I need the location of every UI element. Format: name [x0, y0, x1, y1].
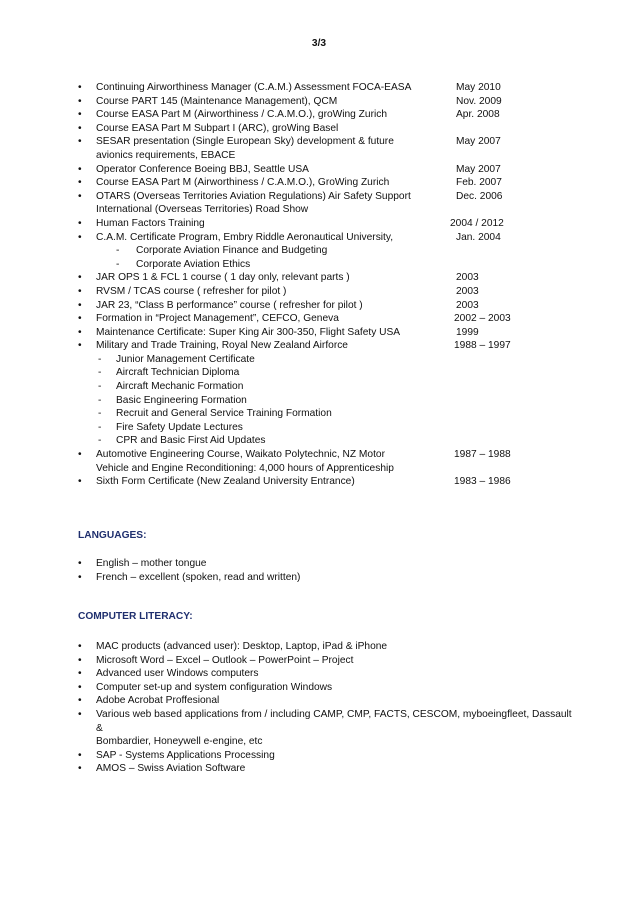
training-item-date: May 2010 — [456, 82, 501, 93]
training-item-text: Sixth Form Certificate (New Zealand University Entrance) — [96, 476, 355, 488]
computer-item — [78, 749, 578, 763]
training-subitem — [98, 353, 578, 367]
training-item-date: Apr. 2008 — [456, 109, 500, 121]
dash-icon: - — [98, 408, 102, 420]
training-item-date: May 2007 — [456, 136, 501, 148]
training-item-text: SESAR presentation (Single European Sky) development & future — [96, 136, 394, 148]
languages-heading: LANGUAGES: — [78, 530, 147, 541]
computer-literacy-list — [78, 640, 578, 776]
bullet-icon: • — [78, 558, 82, 569]
training-item-text: avionics requirements, EBACE — [96, 149, 236, 161]
computer-item-text: Adobe Acrobat Proffesional — [96, 695, 220, 707]
training-item — [78, 285, 578, 299]
dash-icon: - — [98, 381, 102, 393]
language-item-text: French – excellent (spoken, read and written) — [96, 571, 301, 583]
training-item — [78, 271, 578, 285]
training-item-text: International (Overseas Territories) Road Show — [96, 204, 309, 216]
computer-literacy-heading: COMPUTER LITERACY: — [78, 611, 193, 622]
training-subitem-text: CPR and Basic First Aid Updates — [116, 435, 266, 447]
training-item-text: Course EASA Part M (Airworthiness / C.A.M.O.), GroWing Zurich — [96, 177, 390, 189]
training-item — [78, 448, 578, 475]
computer-item-text: Computer set-up and system configuration Windows — [96, 681, 333, 693]
bullet-icon: • — [78, 476, 82, 488]
training-item-date: Dec. 2006 — [456, 190, 503, 202]
training-subitem-text: Corporate Aviation Finance and Budgeting — [136, 245, 328, 257]
bullet-icon: • — [78, 299, 82, 311]
training-subitem-text: Aircraft Mechanic Formation — [116, 381, 244, 393]
training-item — [78, 95, 578, 109]
bullet-icon: • — [78, 641, 82, 652]
training-item — [78, 339, 578, 448]
dash-icon: - — [98, 353, 102, 365]
dash-icon: - — [98, 421, 102, 433]
training-item — [78, 475, 578, 489]
computer-item-text: Bombardier, Honeywell e-engine, etc — [96, 736, 263, 748]
bullet-icon: • — [78, 285, 82, 297]
training-item-text: Military and Trade Training, Royal New Zealand Airforce — [96, 340, 348, 352]
training-item-date: Jan. 2004 — [456, 231, 501, 243]
computer-item-text: AMOS – Swiss Aviation Software — [96, 763, 246, 775]
training-subitem-text: Corporate Aviation Ethics — [136, 258, 251, 270]
computer-item — [78, 762, 578, 776]
training-item-date: May 2007 — [456, 163, 501, 175]
languages-list — [78, 557, 578, 584]
training-item-text: OTARS (Overseas Territories Aviation Regulations) Air Safety Support — [96, 190, 411, 202]
bullet-icon: • — [78, 177, 82, 189]
bullet-icon: • — [78, 763, 82, 775]
training-item-date: 2004 / 2012 — [450, 217, 504, 229]
training-item-date: Nov. 2009 — [456, 95, 502, 107]
bullet-icon: • — [78, 122, 82, 134]
computer-item — [78, 667, 578, 681]
dash-icon: - — [98, 435, 102, 447]
training-subitem — [98, 434, 578, 448]
training-item — [78, 176, 578, 190]
training-item-text: JAR OPS 1 & FCL 1 course ( 1 day only, relevant parts ) — [96, 272, 350, 284]
dash-icon: - — [98, 394, 102, 406]
training-subitem-text: Fire Safety Update Lectures — [116, 421, 243, 433]
training-item — [78, 81, 578, 95]
training-item-date: 2003 — [456, 272, 479, 284]
bullet-icon: • — [78, 681, 82, 693]
training-item-text: Human Factors Training — [96, 217, 205, 229]
dash-icon: - — [116, 258, 120, 270]
training-subitem — [98, 366, 578, 380]
bullet-icon: • — [78, 95, 82, 107]
training-subitem-text: Aircraft Technician Diploma — [116, 367, 240, 379]
training-subitem — [98, 394, 578, 408]
training-subitem — [98, 407, 578, 421]
training-list — [78, 81, 578, 489]
training-subitem-text: Junior Management Certificate — [116, 353, 255, 365]
computer-item-text: Advanced user Windows computers — [96, 668, 259, 680]
bullet-icon: • — [78, 272, 82, 284]
bullet-icon: • — [78, 668, 82, 680]
training-item-text: Maintenance Certificate: Super King Air 300-350, Flight Safety USA — [96, 326, 401, 338]
training-subitem-text: Recruit and General Service Training Formation — [116, 408, 332, 420]
bullet-icon: • — [78, 571, 82, 583]
computer-item-text: SAP - Systems Applications Processing — [96, 749, 275, 761]
bullet-icon: • — [78, 82, 82, 93]
training-item-text: Operator Conference Boeing BBJ, Seattle USA — [96, 163, 309, 175]
training-item-text: Automotive Engineering Course, Waikato Polytechnic, NZ Motor — [96, 449, 385, 461]
bullet-icon: • — [78, 449, 82, 461]
training-item-date: Feb. 2007 — [456, 177, 502, 189]
dash-icon: - — [116, 245, 120, 257]
training-item — [78, 122, 578, 136]
bullet-icon: • — [78, 190, 82, 202]
bullet-icon: • — [78, 654, 82, 666]
computer-item-text: Microsoft Word – Excel – Outlook – PowerPoint – Project — [96, 654, 354, 666]
bullet-icon: • — [78, 749, 82, 761]
bullet-icon: • — [78, 217, 82, 229]
training-item-text: RVSM / TCAS course ( refresher for pilot ) — [96, 285, 287, 297]
training-item-text: Course EASA Part M Subpart I (ARC), groWing Basel — [96, 122, 339, 134]
bullet-icon: • — [78, 109, 82, 121]
training-item — [78, 231, 578, 272]
bullet-icon: • — [78, 163, 82, 175]
dash-icon: - — [98, 367, 102, 379]
training-subitem — [98, 380, 578, 394]
bullet-icon: • — [78, 231, 82, 243]
computer-item — [78, 708, 578, 749]
bullet-icon: • — [78, 313, 82, 325]
training-item — [78, 135, 578, 162]
training-item-date: 1983 – 1986 — [454, 476, 511, 488]
computer-item — [78, 681, 578, 695]
training-item-date: 2003 — [456, 285, 479, 297]
training-item-text: JAR 23, “Class B performance” course ( refresher for pilot ) — [96, 299, 363, 311]
training-subitem — [116, 258, 578, 272]
computer-item — [78, 654, 578, 668]
training-item-text: Course PART 145 (Maintenance Management), QCM — [96, 95, 338, 107]
training-item-date: 1987 – 1988 — [454, 449, 511, 461]
bullet-icon: • — [78, 136, 82, 148]
computer-item-text: MAC products (advanced user): Desktop, Laptop, iPad & iPhone — [96, 641, 388, 652]
computer-item — [78, 694, 578, 708]
training-item — [78, 190, 578, 217]
language-item — [78, 571, 578, 585]
training-item — [78, 108, 578, 122]
training-subitem — [98, 421, 578, 435]
training-subitem-text: Basic Engineering Formation — [116, 394, 247, 406]
training-item — [78, 299, 578, 313]
training-item-text: Continuing Airworthiness Manager (C.A.M.) Assessment FOCA-EASA — [96, 82, 412, 93]
training-item-date: 1988 – 1997 — [454, 340, 511, 352]
training-item-date: 2003 — [456, 299, 479, 311]
bullet-icon: • — [78, 695, 82, 707]
language-item-text: English – mother tongue — [96, 558, 207, 569]
training-item-date: 2002 – 2003 — [454, 313, 511, 325]
training-item-date: 1999 — [456, 326, 479, 338]
training-item-text: Vehicle and Engine Reconditioning: 4,000 hours of Apprenticeship — [96, 462, 394, 474]
training-item — [78, 217, 578, 231]
computer-item — [78, 640, 578, 654]
training-item-text: Course EASA Part M (Airworthiness / C.A.M.O.), groWing Zurich — [96, 109, 387, 121]
training-item — [78, 326, 578, 340]
training-item-text: C.A.M. Certificate Program, Embry Riddle Aeronautical University, — [96, 231, 394, 243]
language-item — [78, 557, 578, 571]
computer-item-text: Various web based applications from / including CAMP, CMP, FACTS, CESCOM, myboeingfleet, Dassault & — [96, 708, 572, 734]
bullet-icon: • — [78, 326, 82, 338]
training-item — [78, 312, 578, 326]
page-number: 3/3 — [311, 38, 327, 49]
training-item — [78, 163, 578, 177]
bullet-icon: • — [78, 708, 82, 720]
training-item-text: Formation in “Project Management”, CEFCO, Geneva — [96, 313, 339, 325]
training-subitem — [116, 244, 578, 258]
bullet-icon: • — [78, 340, 82, 352]
